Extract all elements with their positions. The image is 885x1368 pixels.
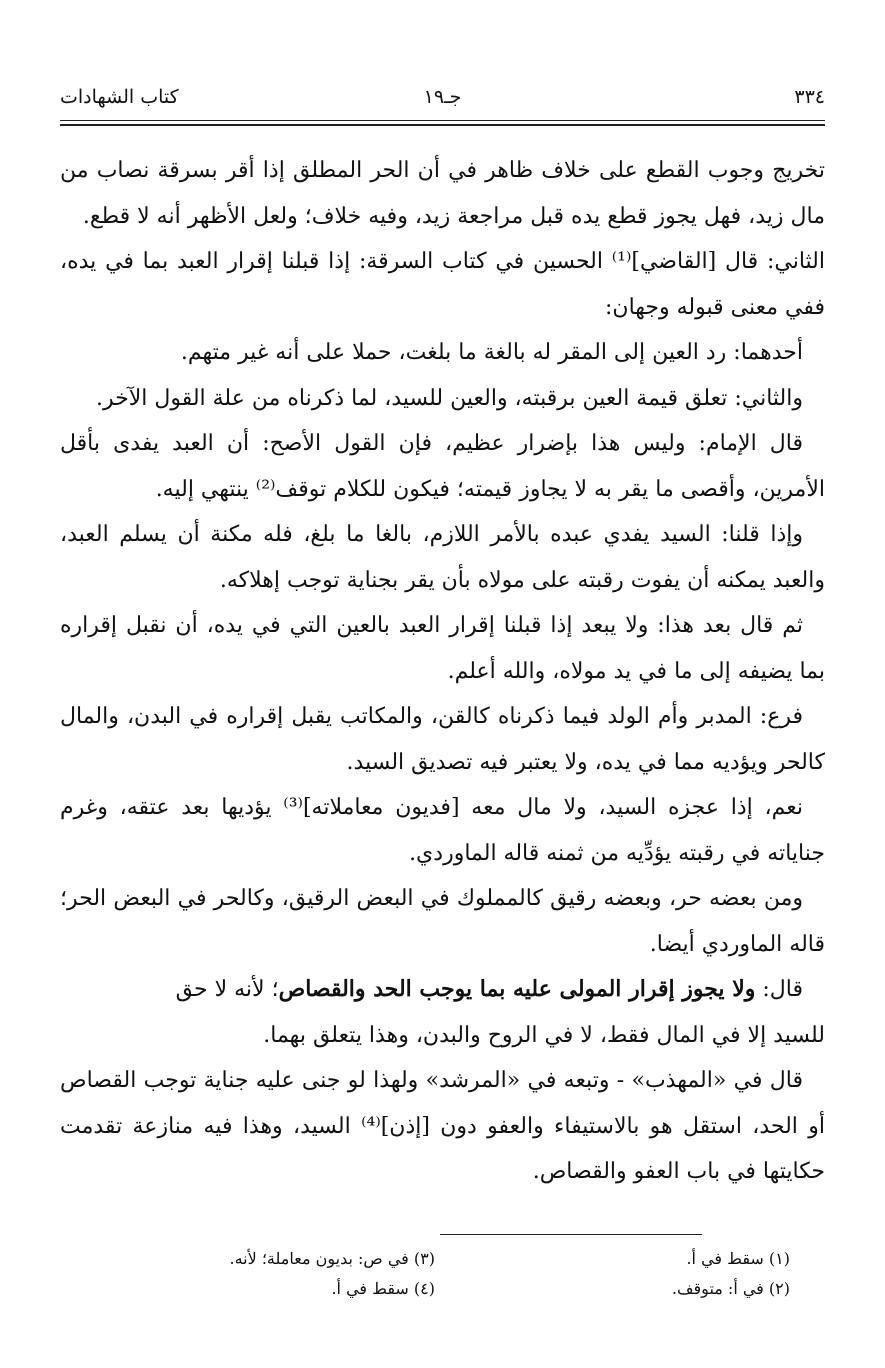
main-text	[60, 148, 825, 1195]
qala-paragraph	[60, 967, 825, 1013]
page-header	[60, 86, 825, 116]
page-number: ٣٣٤	[794, 86, 825, 108]
paragraph: وإذا قلنا: السيد يفدي عبده بالأمر اللازم، بالغا ما بلغ، فله مكنة أن يسلم العبد، والعبد يمكنه أن يفوت رقبته على مولاه بأن يقر بجناية توجب إهلاكه.	[60, 522, 825, 593]
paragraph: الثاني: قال [القاضي]⁽¹⁾ الحسين في كتاب السرقة: إذا قبلنا إقرار العبد بما في يده، ففي معنى قبوله وجهان:	[60, 249, 825, 320]
paragraph: أحدهما: رد العين إلى المقر له بالغة ما بلغت، حملا على أنه غير متهم.	[180, 340, 803, 365]
footnote-column-right	[460, 1244, 790, 1304]
footnote-4: (٤) سقط في أ.	[331, 1279, 435, 1298]
paragraph: نعم، إذا عجزه السيد، ولا مال معه [فديون معاملاته]⁽³⁾ يؤديها بعد عتقه، وغرم جناياته في رقبته يؤدِّيه من ثمنه قاله الماوردي.	[60, 795, 825, 866]
qala-suffix: ؛ لأنه لا حق	[175, 977, 279, 1002]
matn-quote: ولا يجوز إقرار المولى عليه بما يوجب الحد والقصاص	[278, 976, 756, 1002]
paragraph: قال الإمام: وليس هذا بإضرار عظيم، فإن القول الأصح: أن العبد يفدى بأقل الأمرين، وأقصى ما يقر به لا يجاوز قيمته؛ فيكون للكلام توقف⁽²⁾ ينتهي إليه.	[60, 431, 825, 502]
footnote-separator	[440, 1234, 702, 1235]
paragraph: ومن بعضه حر، وبعضه رقيق كالمملوك في البعض الرقيق، وكالحر في البعض الحر؛ قاله الماوردي أيضا.	[60, 886, 825, 957]
paragraph: تخريج وجوب القطع على خلاف ظاهر في أن الحر المطلق إذا أقر بسرقة نصاب من مال زيد، فهل يجوز قطع يده قبل مراجعة زيد، وفيه خلاف؛ ولعل الأظهر أنه لا قطع.	[60, 158, 825, 229]
paragraph: ثم قال بعد هذا: ولا يبعد إذا قبلنا إقرار العبد بالعين التي في يده، أن نقبل إقراره بما يضيفه إلى ما في يد مولاه، والله أعلم.	[60, 613, 825, 684]
paragraph: للسيد إلا في المال فقط، لا في الروح والبدن، وهذا يتعلق بهما.	[263, 1022, 825, 1048]
header-rule-thick	[60, 124, 825, 126]
paragraph: فرع: المدبر وأم الولد فيما ذكرناه كالقن، والمكاتب يقبل إقراره في البدن، والمال كالحر ويؤديه مما في يده، ولا يعتبر فيه تصديق السيد.	[60, 704, 825, 775]
book-title: كتاب الشهادات	[60, 86, 179, 108]
paragraph: والثاني: تعلق قيمة العين برقبته، والعين للسيد، لما ذكرناه من علة القول الآخر.	[95, 385, 803, 411]
footnote-3: (٣) في ص: بديون معاملة؛ لأنه.	[229, 1249, 435, 1268]
footnote-1: (١) سقط في أ.	[686, 1249, 790, 1268]
volume-label: جـ١٩	[423, 86, 462, 108]
footnote-column-left	[105, 1244, 435, 1304]
paragraph: قال في «المهذب» - وتبعه في «المرشد» ولهذا لو جنى عليه جناية توجب القصاص أو الحد، استقل هو بالاستيفاء والعفو دون [إذن]⁽⁴⁾ السيد، وهذا فيه منازعة تقدمت حكايتها في باب العفو والقصاص.	[60, 1068, 825, 1184]
qala-prefix: قال:	[755, 977, 803, 1002]
footnote-2: (٢) في أ: متوقف.	[671, 1279, 790, 1298]
header-rule-thin	[60, 120, 825, 121]
